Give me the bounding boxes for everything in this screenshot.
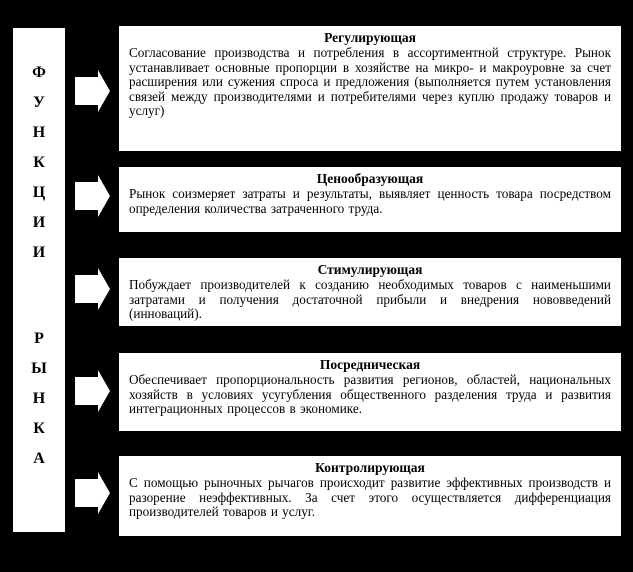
function-box-intermediary	[118, 352, 622, 432]
function-description: Побуждает производителей к созданию необходимых товаров с наименьшими затратами и получения достаточной прибыли и внедрения нововведений (инноваций).	[129, 277, 611, 322]
vertical-label-letter: К	[33, 154, 45, 171]
function-description: С помощью рыночных рычагов происходит развитие эффективных производств и разорение неэффективных. За счет этого осуществляется дифференциация производителей товаров и услуг.	[129, 475, 611, 520]
function-box-regulating	[118, 25, 622, 152]
function-description: Обеспечивает пропорциональность развития регионов, областей, национальных хозяйств в условиях усугубления общественного разделения труда и развития интеграционных процессов в экономике.	[129, 372, 611, 417]
function-title: Стимулирующая	[317, 262, 423, 277]
vertical-label-letter: К	[33, 420, 45, 437]
arrow-right-icon	[74, 174, 111, 218]
market-functions-vertical-label	[12, 27, 66, 533]
vertical-label-letter: Ы	[31, 360, 47, 377]
function-box-stimulating	[118, 257, 622, 327]
function-box-controlling	[118, 455, 622, 537]
arrow-right-icon	[74, 369, 111, 413]
function-title: Регулирующая	[324, 30, 416, 45]
vertical-label-letter: Р	[34, 330, 44, 347]
vertical-label-letter: Н	[32, 124, 46, 141]
vertical-label-letter: Н	[32, 390, 46, 407]
function-title: Контролирующая	[315, 460, 425, 475]
vertical-label-letter: А	[33, 450, 45, 467]
function-title: Посредническая	[319, 357, 421, 372]
vertical-label-letter: У	[33, 94, 45, 111]
vertical-label-letter: И	[32, 214, 46, 231]
vertical-label-letter: Ц	[32, 184, 46, 201]
function-box-price-forming	[118, 166, 622, 233]
vertical-label-letter: И	[32, 244, 46, 261]
vertical-label-letter: Ф	[32, 64, 46, 81]
arrow-right-icon	[74, 471, 111, 515]
function-title: Ценообразующая	[316, 171, 424, 186]
arrow-right-icon	[74, 69, 111, 113]
arrow-right-icon	[74, 267, 111, 311]
function-description: Рынок соизмеряет затраты и результаты, выявляет ценность товара посредством определения количества затраченного труда.	[129, 186, 611, 216]
function-description: Согласование производства и потребления в ассортиментной структуре. Рынок устанавливает основные пропорции в хозяйстве на микро- и макроуровне за счет расширения или сужения спроса и предложения (выполняется путем установления связей между производителями и потребителями через куплю продажу товаров и услуг)	[129, 45, 611, 119]
